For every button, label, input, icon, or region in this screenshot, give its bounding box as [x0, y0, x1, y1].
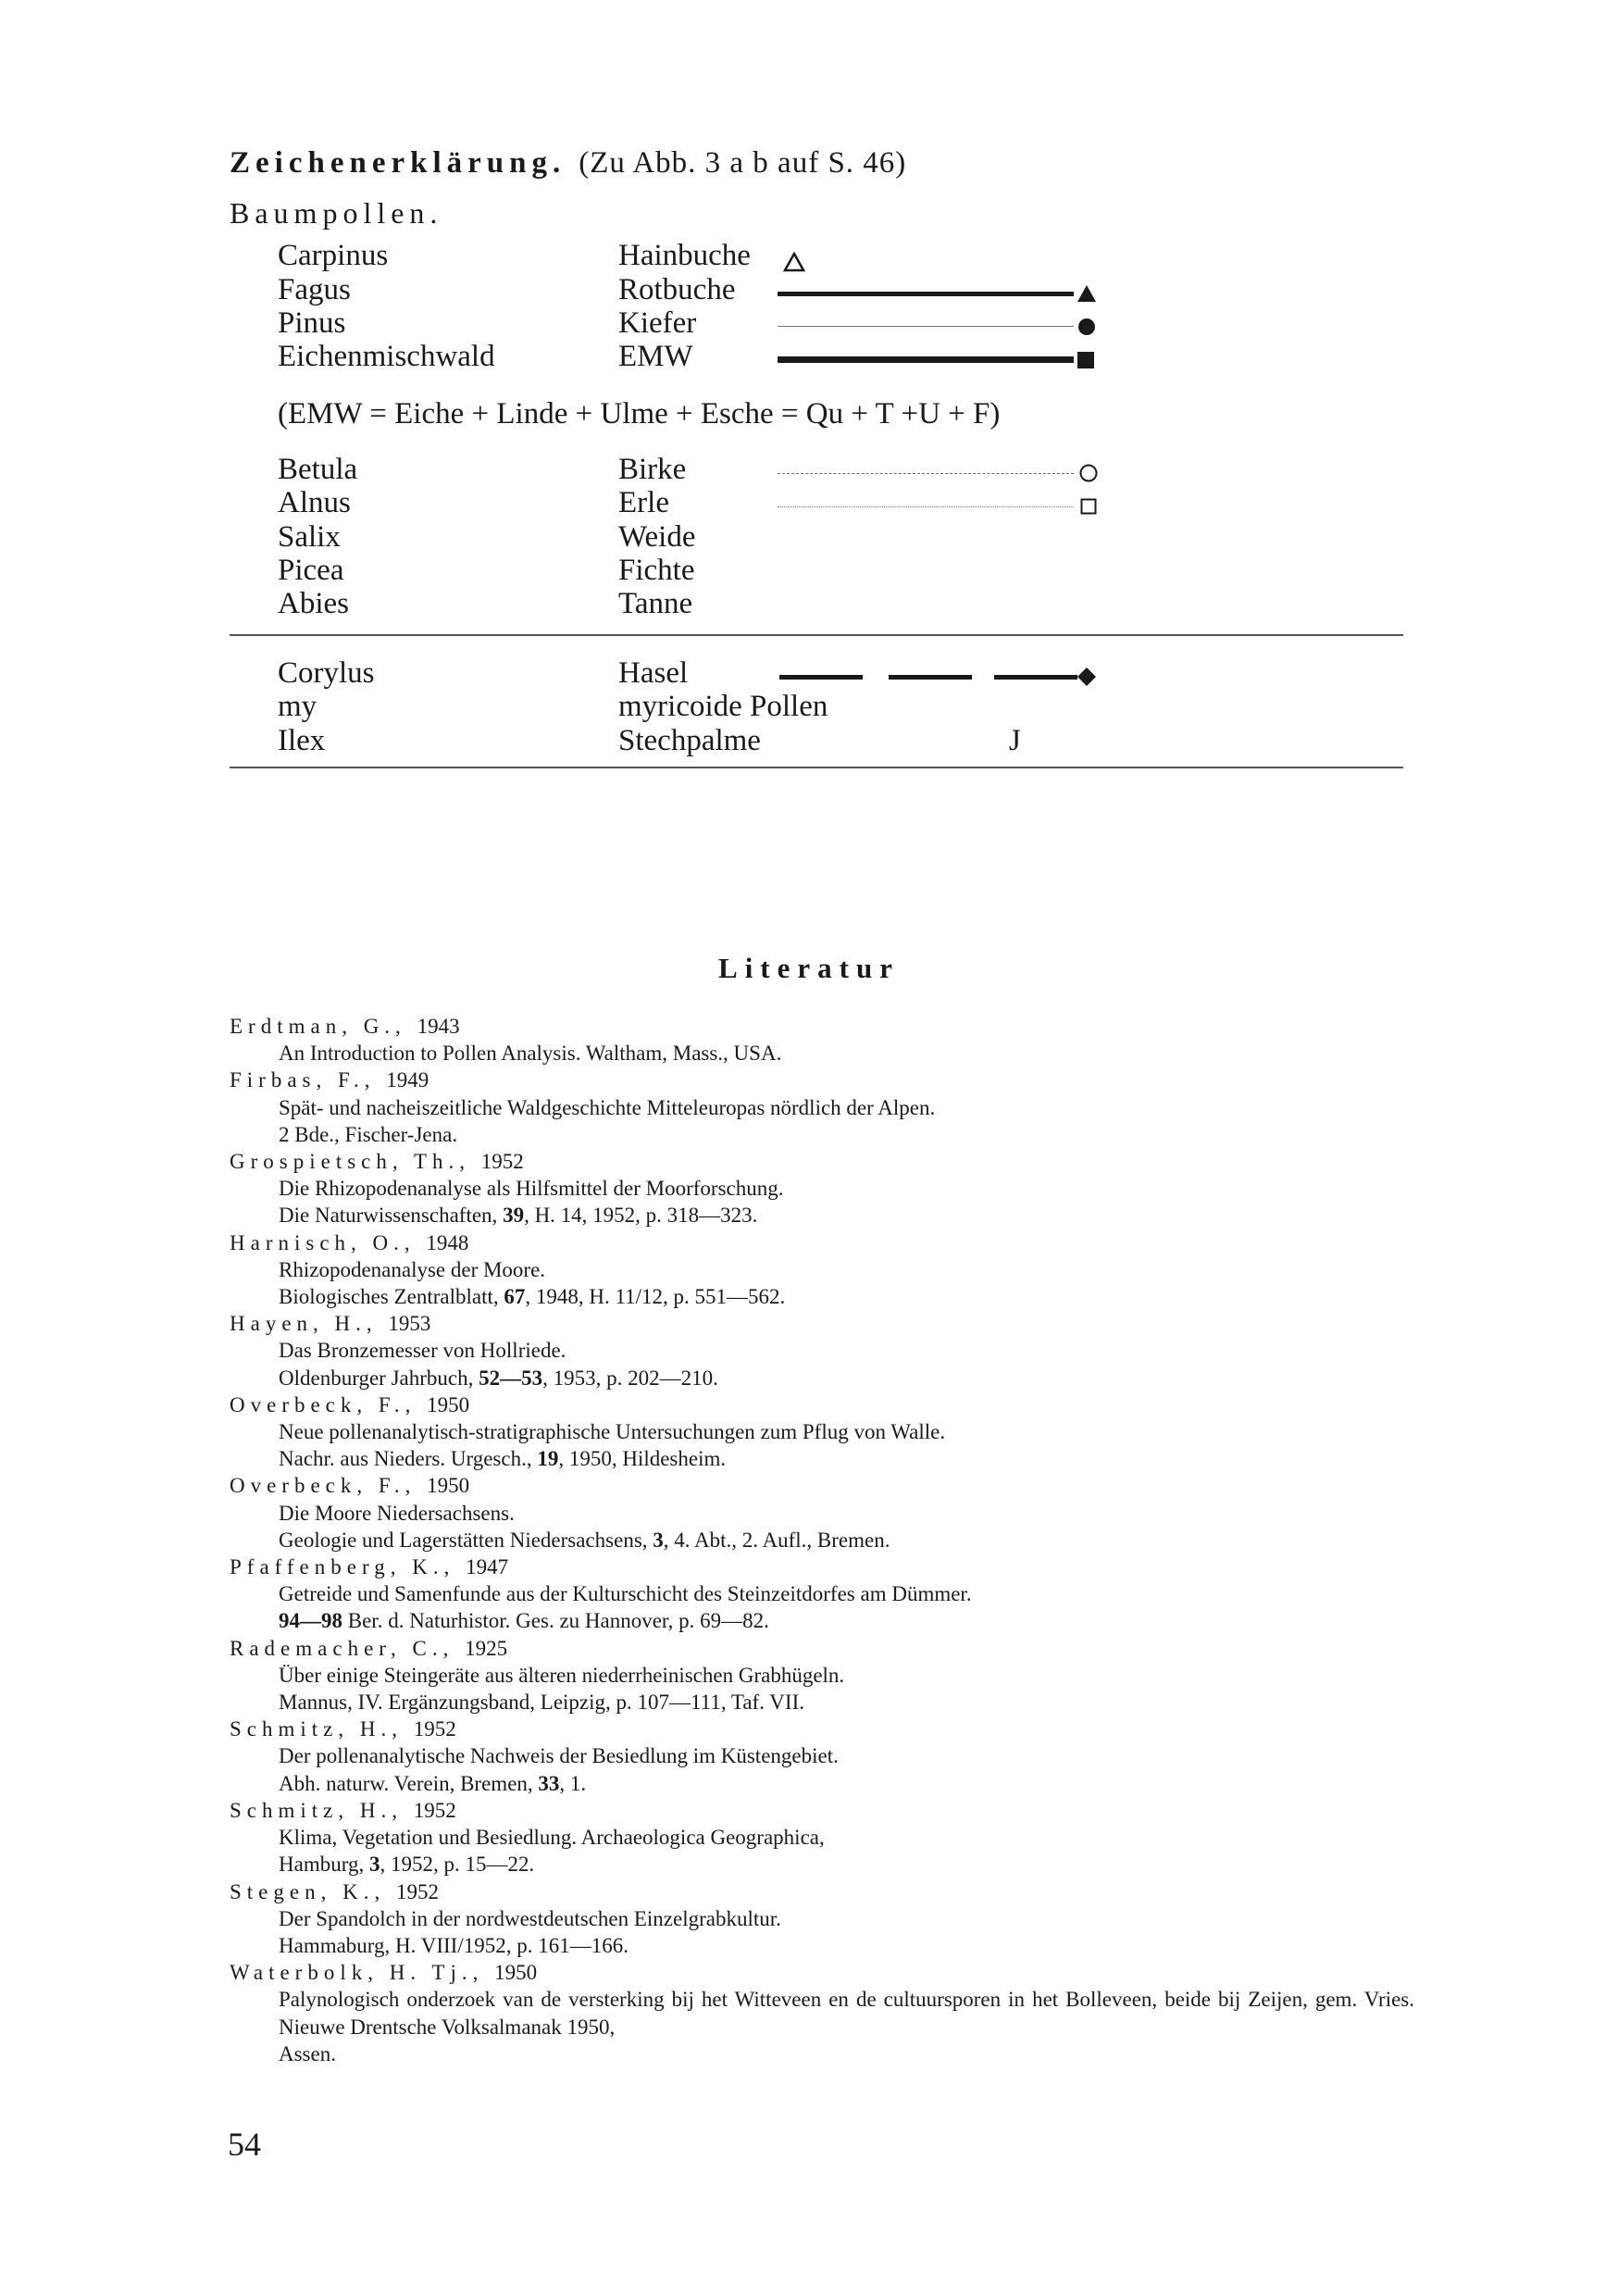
kiefer-line: [778, 326, 1074, 327]
reference-line: [230, 1662, 1414, 1689]
reference-year: 1952: [480, 1150, 524, 1174]
reference-text: Der Spandolch in der nordwestdeutschen Einzelgrabkultur.: [279, 1906, 781, 1930]
legend-german-rotbuche: Rotbuche: [618, 273, 736, 306]
reference-line: [230, 1851, 1414, 1878]
legend-german-tanne: Tanne: [618, 587, 693, 620]
reference-author: [230, 1391, 1414, 1418]
reference-entry: [230, 1229, 1414, 1311]
reference-text: Ber. d. Naturhistor. Ges. zu Hannover, p. 69—82.: [342, 1609, 769, 1633]
reference-year: 1950: [427, 1392, 470, 1416]
triangle-filled-icon: [1076, 283, 1098, 304]
reference-text: Neue pollenanalytisch-stratigraphische Untersuchungen zum Pflug von Walle.: [279, 1420, 946, 1444]
circle-filled-icon: [1077, 317, 1097, 337]
legend-latin-betula: Betula: [278, 453, 358, 486]
reference-author: [230, 1472, 1414, 1499]
reference-author-name: Schmitz, H.,: [230, 1717, 414, 1741]
reference-text: Über einige Steingeräte aus älteren niederrheinischen Grabhügeln.: [279, 1663, 845, 1687]
legend-bottom-rule: [230, 767, 1403, 768]
reference-entry: [230, 1878, 1414, 1960]
reference-author-name: Schmitz, H.,: [230, 1798, 414, 1822]
reference-line: [230, 1932, 1414, 1959]
reference-author: [230, 1148, 1414, 1175]
square-filled-icon: [1077, 351, 1095, 369]
hasel-line-segment: [889, 675, 972, 680]
reference-entry: [230, 1472, 1414, 1554]
reference-text: Das Bronzemesser von Hollriede.: [279, 1339, 566, 1363]
reference-volume: 39: [503, 1204, 525, 1228]
triangle-open-icon: [783, 252, 805, 272]
reference-line: [230, 1527, 1414, 1554]
legend-latin-salix: Salix: [278, 520, 341, 554]
reference-entry: [230, 1067, 1414, 1148]
reference-author-name: Overbeck, F.,: [230, 1474, 428, 1498]
reference-text: Die Moore Niedersachsens.: [279, 1501, 515, 1525]
reference-author: [230, 1797, 1414, 1824]
reference-author: [230, 1229, 1414, 1256]
square-open-icon: [1080, 498, 1097, 515]
reference-line: [230, 1445, 1414, 1472]
reference-text: Nachr. aus Nieders. Urgesch.,: [279, 1447, 538, 1471]
reference-line: [230, 1418, 1414, 1445]
reference-year: 1947: [466, 1555, 509, 1579]
reference-year: 1950: [494, 1961, 538, 1985]
legend-latin-fagus: Fagus: [278, 273, 351, 306]
reference-entry: [230, 1013, 1414, 1067]
reference-year: 1952: [395, 1879, 439, 1903]
reference-line: [230, 1986, 1414, 2040]
reference-year: 1952: [413, 1798, 456, 1822]
reference-author-name: Stegen, K.,: [230, 1879, 396, 1903]
reference-year: 1949: [386, 1068, 429, 1092]
reference-line: [230, 1094, 1414, 1121]
reference-text: Geologie und Lagerstätten Niedersachsens,: [279, 1528, 653, 1552]
reference-text: An Introduction to Pollen Analysis. Waltham, Mass., USA.: [279, 1042, 782, 1066]
page-number: 54: [228, 2126, 261, 2163]
legend-latin-ilex: Ilex: [278, 724, 326, 757]
reference-volume: 19: [537, 1447, 559, 1471]
legend-german-stechpalme: Stechpalme: [618, 724, 761, 757]
reference-text: , 1952, p. 15—22.: [380, 1853, 535, 1877]
reference-text: Rhizopodenanalyse der Moore.: [279, 1257, 546, 1281]
reference-text: Klima, Vegetation und Besiedlung. Archaeologica Geographica,: [279, 1826, 825, 1850]
reference-line: [230, 1256, 1414, 1283]
reference-text: Mannus, IV. Ergänzungsband, Leipzig, p. 107—111, Taf. VII.: [279, 1691, 804, 1715]
reference-entry: [230, 1959, 1414, 2067]
reference-text: Palynologisch onderzoek van de versterking bij het Witteveen en de cultuursporen in het Bolleveen, beide bij Zeijen, gem. Vries. Nieuwe Drentsche Volksalmanak 1950,: [279, 1988, 1414, 2039]
legend-german-fichte: Fichte: [618, 554, 695, 587]
reference-line: [230, 1040, 1414, 1067]
legend-latin-pinus: Pinus: [278, 306, 346, 340]
reference-line: [230, 1580, 1414, 1607]
reference-author-name: Firbas, F.,: [230, 1068, 387, 1092]
reference-entry: [230, 1310, 1414, 1391]
reference-entry: [230, 1554, 1414, 1635]
reference-line: [230, 1337, 1414, 1364]
hasel-line-segment: [994, 675, 1077, 680]
legend-latin-corylus: Corylus: [278, 656, 375, 690]
reference-line: [230, 1689, 1414, 1716]
rotbuche-line: [778, 292, 1074, 296]
legend-german-weide: Weide: [618, 520, 696, 554]
legend-divider: [230, 634, 1403, 636]
reference-text: Hamburg,: [279, 1853, 369, 1877]
reference-year: 1953: [388, 1312, 431, 1336]
legend-heading: [230, 146, 906, 181]
erle-line: [778, 506, 1074, 507]
reference-line: [230, 1770, 1414, 1797]
reference-text: 2 Bde., Fischer-Jena.: [279, 1122, 458, 1146]
reference-year: 1943: [417, 1015, 460, 1038]
reference-author: [230, 1310, 1414, 1337]
legend-german-kiefer: Kiefer: [618, 306, 697, 340]
reference-text: Getreide und Samenfunde aus der Kulturschicht des Steinzeitdorfes am Dümmer.: [279, 1582, 972, 1606]
legend-latin-picea: Picea: [278, 554, 344, 587]
legend-german-emw: EMW: [618, 340, 693, 373]
reference-year: 1925: [465, 1636, 508, 1660]
reference-line: [230, 1121, 1414, 1148]
legend-german-birke: Birke: [618, 453, 687, 486]
reference-entry: [230, 1391, 1414, 1473]
reference-text: , H. 14, 1952, p. 318—323.: [524, 1204, 758, 1228]
reference-author: [230, 1067, 1414, 1093]
reference-volume: 67: [504, 1285, 526, 1309]
reference-volume: 3: [368, 1853, 380, 1877]
legend-latin-my: my: [278, 690, 317, 723]
reference-author-name: Harnisch, O.,: [230, 1230, 427, 1254]
reference-year: 1950: [427, 1474, 470, 1498]
legend-subheading: Baumpollen.: [230, 196, 443, 230]
reference-author-name: Grospietsch, Th.,: [230, 1150, 481, 1174]
reference-volume: 52—53: [479, 1366, 543, 1390]
hasel-line-segment: [779, 675, 863, 680]
reference-line: [230, 1607, 1414, 1634]
reference-author-name: Pfaffenberg, K.,: [230, 1555, 467, 1579]
reference-year: 1948: [426, 1230, 469, 1254]
reference-volume: 94—98: [279, 1609, 342, 1633]
legend-title: Zeichenerklärung.: [230, 146, 566, 180]
reference-line: [230, 1905, 1414, 1932]
reference-text: , 1948, H. 11/12, p. 551—562.: [525, 1285, 786, 1309]
reference-entry: [230, 1797, 1414, 1878]
reference-line: [230, 1500, 1414, 1527]
reference-text: , 1953, p. 202—210.: [542, 1366, 718, 1390]
reference-text: Biologisches Zentralblatt,: [279, 1285, 504, 1309]
reference-text: Der pollenanalytische Nachweis der Besiedlung im Küstengebiet.: [279, 1744, 839, 1768]
reference-line: [230, 1202, 1414, 1229]
reference-line: [230, 1175, 1414, 1202]
reference-author: [230, 1013, 1414, 1040]
emw-explanation: (EMW = Eiche + Linde + Ulme + Esche = Qu + T +U + F): [278, 397, 1001, 430]
reference-volume: 33: [538, 1771, 560, 1795]
reference-text: , 1950, Hildesheim.: [558, 1447, 727, 1471]
reference-list: [230, 1013, 1414, 2067]
reference-author: [230, 1959, 1414, 1986]
reference-line: [230, 1824, 1414, 1851]
legend-figure-reference: (Zu Abb. 3 a b auf S. 46): [579, 146, 907, 180]
reference-text: , 1.: [559, 1771, 587, 1795]
legend-german-hainbuche: Hainbuche: [618, 239, 751, 272]
literature-title: Literatur: [718, 952, 900, 984]
reference-text: Die Rhizopodenanalyse als Hilfsmittel der Moorforschung.: [279, 1177, 784, 1201]
reference-text: Die Naturwissenschaften,: [279, 1204, 504, 1228]
legend-german-hasel: Hasel: [618, 656, 689, 690]
reference-author: [230, 1635, 1414, 1662]
legend-latin-abies: Abies: [278, 587, 349, 620]
reference-text: Assen.: [279, 2041, 336, 2065]
reference-entry: [230, 1148, 1414, 1229]
reference-text: Hammaburg, H. VIII/1952, p. 161—166.: [279, 1933, 629, 1957]
ilex-mark: J: [1009, 724, 1021, 757]
reference-line: [230, 1283, 1414, 1310]
emw-line: [778, 356, 1074, 363]
reference-author: [230, 1878, 1414, 1905]
reference-author-name: Hayen, H.,: [230, 1312, 389, 1336]
reference-line: [230, 1742, 1414, 1769]
reference-text: Spät- und nacheiszeitliche Waldgeschichte Mitteleuropas nördlich der Alpen.: [279, 1095, 936, 1119]
reference-entry: [230, 1716, 1414, 1797]
reference-entry: [230, 1635, 1414, 1716]
reference-volume: 3: [653, 1528, 664, 1552]
legend-german-myricoide: myricoide Pollen: [618, 690, 828, 723]
reference-text: Abh. naturw. Verein, Bremen,: [279, 1771, 539, 1795]
legend-latin-carpinus: Carpinus: [278, 239, 389, 272]
reference-author-name: Waterbolk, H. Tj.,: [230, 1961, 495, 1985]
reference-author: [230, 1716, 1414, 1742]
circle-open-icon: [1078, 463, 1099, 483]
reference-author-name: Erdtman, G.,: [230, 1015, 417, 1038]
legend-latin-eichenmischwald: Eichenmischwald: [278, 340, 495, 373]
reference-text: , 4. Abt., 2. Aufl., Bremen.: [663, 1528, 890, 1552]
reference-year: 1952: [413, 1717, 456, 1741]
reference-line: [230, 2040, 1414, 2067]
reference-line: [230, 1365, 1414, 1391]
birke-line: [778, 473, 1074, 474]
reference-author-name: Rademacher, C.,: [230, 1636, 466, 1660]
reference-author-name: Overbeck, F.,: [230, 1392, 428, 1416]
legend-latin-alnus: Alnus: [278, 486, 351, 519]
diamond-filled-icon: [1077, 667, 1097, 687]
legend-german-erle: Erle: [618, 486, 669, 519]
reference-author: [230, 1554, 1414, 1580]
reference-text: Oldenburger Jahrbuch,: [279, 1366, 479, 1390]
